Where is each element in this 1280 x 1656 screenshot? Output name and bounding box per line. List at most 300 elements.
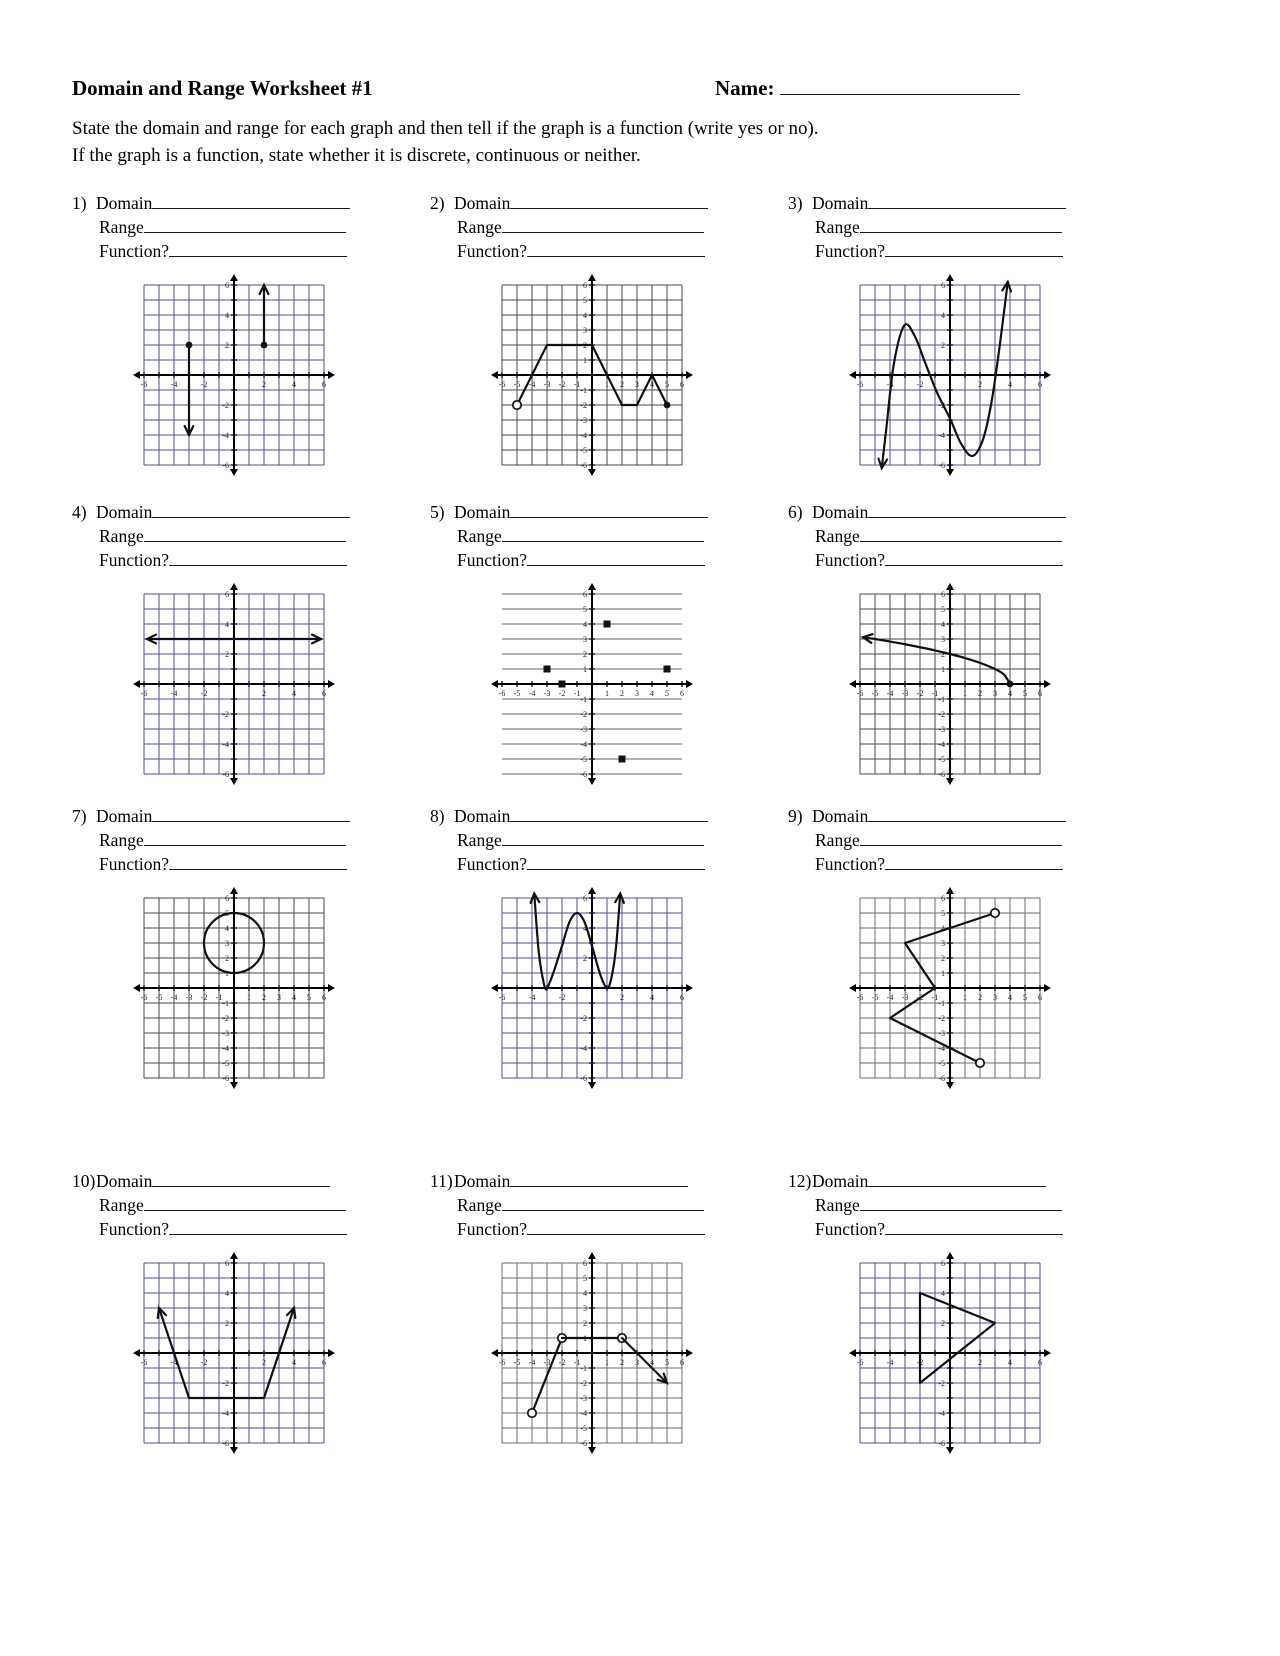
- function-label: Function?: [99, 241, 169, 261]
- svg-text:-4: -4: [886, 993, 894, 1002]
- domain-label: Domain: [812, 1171, 869, 1191]
- svg-text:-6: -6: [498, 689, 506, 698]
- svg-text:-2: -2: [916, 689, 924, 698]
- domain-blank: [152, 1184, 330, 1187]
- svg-text:-6: -6: [498, 993, 506, 1002]
- svg-text:-6: -6: [580, 461, 587, 470]
- svg-text:-4: -4: [170, 380, 178, 389]
- domain-blank: [510, 515, 708, 518]
- svg-text:-3: -3: [543, 689, 551, 698]
- svg-text:-6: -6: [498, 1358, 506, 1367]
- svg-text:6: 6: [322, 380, 326, 389]
- problem-7: [72, 804, 430, 1169]
- range-label: Range: [457, 830, 502, 850]
- range-line: [99, 524, 430, 548]
- svg-text:-4: -4: [580, 431, 587, 440]
- problem-number: 6): [788, 502, 803, 522]
- domain-label: Domain: [454, 193, 511, 213]
- svg-text:4: 4: [225, 311, 229, 320]
- function-blank: [169, 1232, 347, 1235]
- problem-6: [788, 500, 1146, 804]
- name-field: [715, 76, 1020, 101]
- problem-4: [72, 500, 430, 804]
- svg-text:-2: -2: [580, 710, 587, 719]
- svg-text:2: 2: [225, 650, 229, 659]
- row-3: [72, 804, 1280, 1169]
- range-label: Range: [99, 830, 144, 850]
- svg-text:4: 4: [292, 689, 296, 698]
- svg-text:-6: -6: [140, 689, 148, 698]
- function-line: [815, 548, 1146, 572]
- problem-number: 3): [788, 193, 803, 213]
- function-label: Function?: [99, 550, 169, 570]
- svg-text:3: 3: [583, 1304, 587, 1313]
- svg-text:6: 6: [680, 993, 684, 1002]
- function-blank: [527, 1232, 705, 1235]
- function-label: Function?: [457, 550, 527, 570]
- function-blank: [527, 563, 705, 566]
- svg-text:6: 6: [225, 894, 229, 903]
- function-label: Function?: [815, 550, 885, 570]
- svg-text:2: 2: [978, 689, 982, 698]
- domain-blank: [868, 206, 1066, 209]
- graph-11: [488, 1249, 696, 1457]
- svg-text:-4: -4: [938, 1409, 945, 1418]
- domain-line: [72, 191, 430, 215]
- function-label: Function?: [99, 1219, 169, 1239]
- svg-text:1: 1: [963, 993, 967, 1002]
- range-blank: [144, 539, 346, 542]
- svg-text:2: 2: [620, 1358, 624, 1367]
- svg-text:1: 1: [605, 689, 609, 698]
- svg-text:6: 6: [941, 894, 945, 903]
- svg-text:-2: -2: [580, 1014, 587, 1023]
- problem-10: [72, 1169, 430, 1499]
- range-label: Range: [99, 526, 144, 546]
- function-line: [99, 1217, 430, 1241]
- domain-blank: [152, 206, 350, 209]
- domain-blank: [510, 1184, 688, 1187]
- svg-text:-4: -4: [528, 993, 536, 1002]
- function-label: Function?: [457, 1219, 527, 1239]
- svg-text:2: 2: [620, 689, 624, 698]
- svg-text:2: 2: [583, 954, 587, 963]
- svg-text:2: 2: [225, 341, 229, 350]
- instructions: [72, 115, 1280, 169]
- function-blank: [527, 867, 705, 870]
- svg-text:5: 5: [941, 605, 945, 614]
- graph-4: [130, 580, 338, 788]
- svg-text:6: 6: [941, 1259, 945, 1268]
- domain-label: Domain: [454, 1171, 511, 1191]
- domain-line: [788, 804, 1146, 828]
- svg-text:1: 1: [225, 969, 229, 978]
- function-line: [99, 852, 430, 876]
- range-blank: [860, 539, 1062, 542]
- domain-blank: [152, 819, 350, 822]
- svg-text:-6: -6: [938, 770, 945, 779]
- range-label: Range: [815, 830, 860, 850]
- name-blank-line: [780, 92, 1020, 95]
- svg-text:1: 1: [941, 665, 945, 674]
- svg-text:-4: -4: [222, 1409, 229, 1418]
- svg-text:-5: -5: [513, 380, 521, 389]
- svg-text:-3: -3: [938, 725, 945, 734]
- problem-number: 8): [430, 806, 445, 826]
- range-blank: [502, 843, 704, 846]
- svg-text:6: 6: [1038, 689, 1042, 698]
- svg-text:6: 6: [225, 1259, 229, 1268]
- svg-text:-3: -3: [580, 1394, 587, 1403]
- svg-text:5: 5: [665, 689, 669, 698]
- function-line: [815, 1217, 1146, 1241]
- function-line: [457, 852, 788, 876]
- graph-12: [846, 1249, 1054, 1457]
- svg-text:-1: -1: [938, 999, 945, 1008]
- range-blank: [144, 843, 346, 846]
- domain-label: Domain: [812, 502, 869, 522]
- function-line: [99, 239, 430, 263]
- svg-text:4: 4: [941, 1289, 945, 1298]
- svg-text:-4: -4: [886, 689, 894, 698]
- row-1: [72, 191, 1280, 500]
- svg-text:2: 2: [941, 341, 945, 350]
- svg-text:3: 3: [993, 689, 997, 698]
- domain-blank: [510, 819, 708, 822]
- svg-text:3: 3: [277, 993, 281, 1002]
- range-label: Range: [99, 217, 144, 237]
- svg-text:-2: -2: [916, 380, 924, 389]
- svg-text:-2: -2: [200, 689, 208, 698]
- range-label: Range: [457, 1195, 502, 1215]
- svg-text:4: 4: [941, 311, 945, 320]
- svg-text:-5: -5: [513, 689, 521, 698]
- svg-text:1: 1: [583, 665, 587, 674]
- range-line: [815, 215, 1146, 239]
- function-blank: [885, 1232, 1063, 1235]
- range-label: Range: [815, 1195, 860, 1215]
- svg-text:3: 3: [635, 380, 639, 389]
- range-blank: [144, 1208, 346, 1211]
- svg-text:-5: -5: [513, 1358, 521, 1367]
- domain-blank: [868, 819, 1066, 822]
- svg-text:-3: -3: [901, 993, 909, 1002]
- svg-text:4: 4: [650, 380, 654, 389]
- svg-text:3: 3: [993, 993, 997, 1002]
- svg-text:-4: -4: [528, 689, 536, 698]
- svg-text:4: 4: [292, 993, 296, 1002]
- name-label: Name:: [715, 76, 775, 100]
- svg-text:1: 1: [963, 689, 967, 698]
- svg-text:-4: -4: [938, 1044, 945, 1053]
- svg-text:5: 5: [583, 296, 587, 305]
- range-blank: [502, 230, 704, 233]
- svg-text:5: 5: [941, 909, 945, 918]
- domain-line: [72, 500, 430, 524]
- svg-text:3: 3: [941, 635, 945, 644]
- svg-text:5: 5: [665, 1358, 669, 1367]
- svg-text:6: 6: [225, 590, 229, 599]
- graph-5: [488, 580, 696, 788]
- function-line: [457, 239, 788, 263]
- svg-text:2: 2: [941, 650, 945, 659]
- svg-text:-3: -3: [901, 689, 909, 698]
- svg-text:4: 4: [583, 620, 587, 629]
- graph-3: [846, 271, 1054, 479]
- svg-text:-6: -6: [856, 993, 864, 1002]
- domain-label: Domain: [96, 502, 153, 522]
- range-label: Range: [99, 1195, 144, 1215]
- function-blank: [885, 867, 1063, 870]
- domain-blank: [510, 206, 708, 209]
- svg-text:2: 2: [620, 993, 624, 1002]
- row-4: [72, 1169, 1280, 1499]
- svg-text:4: 4: [1008, 380, 1012, 389]
- problem-8: [430, 804, 788, 1169]
- problem-12: [788, 1169, 1146, 1499]
- svg-text:-2: -2: [580, 401, 587, 410]
- instructions-line-1: State the domain and range for each graph and then tell if the graph is a function (write yes or no).: [72, 118, 819, 139]
- svg-text:4: 4: [650, 689, 654, 698]
- problem-number: 4): [72, 502, 87, 522]
- domain-label: Domain: [454, 806, 511, 826]
- svg-text:3: 3: [583, 635, 587, 644]
- svg-text:-6: -6: [498, 380, 506, 389]
- graph-6: [846, 580, 1054, 788]
- range-label: Range: [815, 217, 860, 237]
- svg-text:-5: -5: [871, 689, 879, 698]
- function-label: Function?: [815, 854, 885, 874]
- problem-number: 12): [788, 1171, 812, 1191]
- svg-text:-4: -4: [580, 1409, 587, 1418]
- svg-text:-3: -3: [543, 380, 551, 389]
- function-line: [457, 1217, 788, 1241]
- svg-text:4: 4: [583, 1289, 587, 1298]
- svg-text:-4: -4: [170, 1358, 178, 1367]
- svg-text:-6: -6: [140, 993, 148, 1002]
- domain-line: [72, 804, 430, 828]
- svg-text:-3: -3: [580, 725, 587, 734]
- svg-text:-2: -2: [558, 1358, 566, 1367]
- range-blank: [860, 843, 1062, 846]
- svg-text:2: 2: [941, 954, 945, 963]
- range-line: [457, 1193, 788, 1217]
- svg-text:6: 6: [941, 590, 945, 599]
- svg-text:6: 6: [583, 281, 587, 290]
- svg-text:-4: -4: [222, 1044, 229, 1053]
- svg-text:4: 4: [583, 311, 587, 320]
- svg-text:-6: -6: [856, 689, 864, 698]
- domain-line: [788, 500, 1146, 524]
- problem-9: [788, 804, 1146, 1169]
- svg-text:-6: -6: [140, 1358, 148, 1367]
- svg-text:2: 2: [978, 993, 982, 1002]
- range-line: [99, 828, 430, 852]
- svg-text:-2: -2: [222, 1014, 229, 1023]
- svg-text:-6: -6: [580, 1439, 587, 1448]
- svg-text:-6: -6: [140, 380, 148, 389]
- svg-text:-5: -5: [938, 755, 945, 764]
- svg-text:-4: -4: [886, 380, 894, 389]
- graph-8: [488, 884, 696, 1092]
- svg-text:-5: -5: [580, 1424, 587, 1433]
- svg-text:6: 6: [322, 1358, 326, 1367]
- svg-text:6: 6: [322, 689, 326, 698]
- problem-11: [430, 1169, 788, 1499]
- domain-label: Domain: [96, 1171, 153, 1191]
- domain-line: [72, 1169, 430, 1193]
- range-blank: [860, 1208, 1062, 1211]
- range-label: Range: [457, 526, 502, 546]
- function-label: Function?: [457, 854, 527, 874]
- svg-text:2: 2: [583, 650, 587, 659]
- svg-text:-4: -4: [222, 431, 229, 440]
- svg-text:-2: -2: [938, 401, 945, 410]
- svg-text:-3: -3: [580, 416, 587, 425]
- svg-text:-1: -1: [931, 689, 939, 698]
- svg-text:-1: -1: [938, 695, 945, 704]
- svg-text:-1: -1: [222, 999, 229, 1008]
- svg-text:-6: -6: [938, 1074, 945, 1083]
- range-line: [457, 828, 788, 852]
- svg-text:-1: -1: [931, 993, 939, 1002]
- problem-number: 10): [72, 1171, 96, 1191]
- svg-text:2: 2: [941, 1319, 945, 1328]
- domain-line: [430, 804, 788, 828]
- svg-text:2: 2: [583, 341, 587, 350]
- svg-text:1: 1: [605, 380, 609, 389]
- svg-text:6: 6: [680, 380, 684, 389]
- range-blank: [502, 539, 704, 542]
- svg-text:3: 3: [941, 939, 945, 948]
- svg-text:-2: -2: [200, 380, 208, 389]
- svg-text:-4: -4: [170, 689, 178, 698]
- domain-label: Domain: [812, 806, 869, 826]
- problem-number: 1): [72, 193, 87, 213]
- svg-text:6: 6: [583, 894, 587, 903]
- svg-text:-4: -4: [938, 740, 945, 749]
- svg-text:5: 5: [307, 993, 311, 1002]
- svg-text:3: 3: [583, 326, 587, 335]
- svg-text:-1: -1: [573, 380, 581, 389]
- function-label: Function?: [815, 1219, 885, 1239]
- svg-text:-4: -4: [938, 431, 945, 440]
- svg-text:4: 4: [650, 993, 654, 1002]
- svg-text:4: 4: [225, 1289, 229, 1298]
- range-blank: [860, 230, 1062, 233]
- svg-text:-4: -4: [170, 993, 178, 1002]
- svg-text:6: 6: [941, 281, 945, 290]
- svg-text:-2: -2: [558, 689, 566, 698]
- svg-text:-5: -5: [155, 993, 163, 1002]
- svg-text:2: 2: [583, 1319, 587, 1328]
- range-line: [815, 1193, 1146, 1217]
- svg-text:6: 6: [583, 1259, 587, 1268]
- domain-line: [430, 1169, 788, 1193]
- svg-text:3: 3: [635, 1358, 639, 1367]
- svg-text:2: 2: [262, 689, 266, 698]
- svg-text:-6: -6: [580, 770, 587, 779]
- svg-text:-1: -1: [573, 689, 581, 698]
- svg-text:-2: -2: [580, 1379, 587, 1388]
- svg-text:4: 4: [292, 1358, 296, 1367]
- svg-text:-3: -3: [185, 993, 193, 1002]
- svg-text:-3: -3: [222, 1029, 229, 1038]
- domain-label: Domain: [96, 193, 153, 213]
- svg-text:-3: -3: [543, 1358, 551, 1367]
- svg-text:-1: -1: [580, 386, 587, 395]
- function-label: Function?: [99, 854, 169, 874]
- graph-9: [846, 884, 1054, 1092]
- svg-text:4: 4: [292, 380, 296, 389]
- svg-text:5: 5: [583, 605, 587, 614]
- domain-blank: [868, 515, 1066, 518]
- svg-text:-4: -4: [886, 1358, 894, 1367]
- problem-number: 2): [430, 193, 445, 213]
- range-line: [457, 215, 788, 239]
- svg-text:-6: -6: [222, 1074, 229, 1083]
- graph-1: [130, 271, 338, 479]
- svg-text:6: 6: [225, 281, 229, 290]
- svg-text:-2: -2: [558, 380, 566, 389]
- domain-blank: [868, 1184, 1046, 1187]
- function-blank: [885, 563, 1063, 566]
- svg-text:1: 1: [247, 993, 251, 1002]
- function-blank: [169, 867, 347, 870]
- function-blank: [527, 254, 705, 257]
- problem-number: 9): [788, 806, 803, 826]
- svg-text:5: 5: [665, 380, 669, 389]
- range-line: [457, 524, 788, 548]
- range-blank: [144, 230, 346, 233]
- svg-text:4: 4: [941, 620, 945, 629]
- svg-text:-4: -4: [580, 740, 587, 749]
- svg-text:-6: -6: [938, 1439, 945, 1448]
- svg-text:-6: -6: [856, 380, 864, 389]
- svg-text:2: 2: [225, 954, 229, 963]
- svg-text:-6: -6: [222, 770, 229, 779]
- svg-text:-1: -1: [215, 993, 223, 1002]
- svg-text:-5: -5: [580, 755, 587, 764]
- svg-text:6: 6: [322, 993, 326, 1002]
- problem-grid: [72, 191, 1280, 1499]
- svg-text:-2: -2: [938, 710, 945, 719]
- svg-text:-2: -2: [200, 993, 208, 1002]
- svg-text:-2: -2: [916, 993, 924, 1002]
- svg-text:4: 4: [1008, 993, 1012, 1002]
- svg-text:-1: -1: [580, 695, 587, 704]
- function-blank: [885, 254, 1063, 257]
- svg-text:2: 2: [262, 380, 266, 389]
- svg-text:1: 1: [605, 1358, 609, 1367]
- graph-7: [130, 884, 338, 1092]
- svg-text:5: 5: [225, 909, 229, 918]
- svg-text:6: 6: [680, 689, 684, 698]
- function-line: [457, 548, 788, 572]
- problem-2: [430, 191, 788, 500]
- svg-text:-1: -1: [573, 1358, 581, 1367]
- function-blank: [169, 254, 347, 257]
- problem-5: [430, 500, 788, 804]
- svg-text:2: 2: [225, 1319, 229, 1328]
- svg-text:2: 2: [262, 1358, 266, 1367]
- graph-2: [488, 271, 696, 479]
- svg-text:5: 5: [583, 1274, 587, 1283]
- range-line: [815, 828, 1146, 852]
- svg-text:4: 4: [1008, 1358, 1012, 1367]
- domain-line: [430, 500, 788, 524]
- svg-text:-2: -2: [222, 1379, 229, 1388]
